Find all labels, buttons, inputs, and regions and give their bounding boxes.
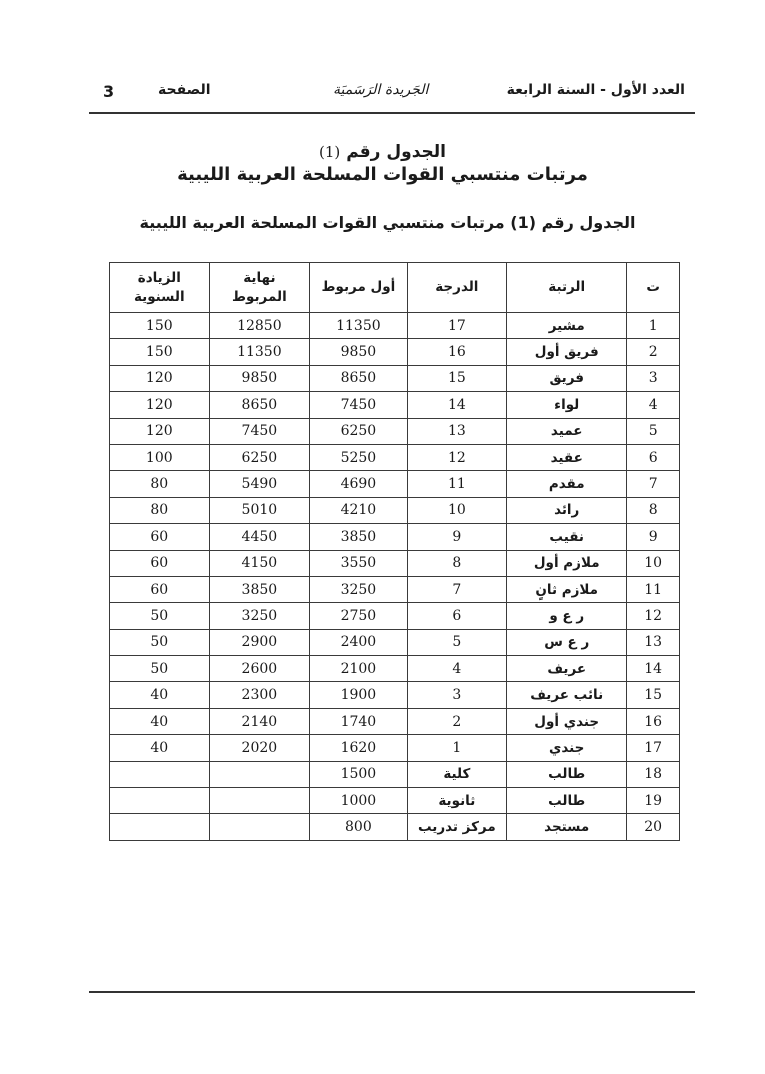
cell-first-salary: 1500 [310,761,407,787]
cell-serial: 13 [627,629,680,655]
cell-last-salary: 3250 [209,603,310,629]
header-annual-increase [110,263,210,313]
cell-first-salary: 1000 [310,788,407,814]
cell-last-salary: 4450 [209,524,310,550]
cell-rank: ر ع س [507,629,627,655]
cell-first-salary: 2400 [310,629,407,655]
cell-first-salary: 11350 [310,313,407,339]
cell-annual-increase: 120 [110,418,210,444]
footer-rule [89,991,695,993]
cell-last-salary: 5010 [209,497,310,523]
cell-last-salary: 2900 [209,629,310,655]
cell-serial: 17 [627,735,680,761]
issue-info: العدد الأول - السنة الرابعة [506,82,685,98]
cell-serial: 3 [627,365,680,391]
cell-serial: 11 [627,576,680,602]
table-row [110,735,680,761]
salary-table [109,262,680,841]
cell-rank: رائد [507,497,627,523]
table-row [110,444,680,470]
gazette-name: الجَريدة الرَسَميَة [333,82,429,98]
cell-grade: 13 [407,418,506,444]
cell-rank: لواء [507,392,627,418]
cell-last-salary [209,788,310,814]
table-title-text: الجدول رقم [346,142,446,162]
cell-annual-increase: 120 [110,392,210,418]
cell-annual-increase: 40 [110,682,210,708]
cell-last-salary: 2300 [209,682,310,708]
table-row [110,603,680,629]
cell-annual-increase: 150 [110,313,210,339]
cell-annual-increase: 40 [110,708,210,734]
cell-rank: نائب عريف [507,682,627,708]
header-last-salary-line1: نهاية [243,269,276,286]
table-row [110,497,680,523]
cell-first-salary: 3250 [310,576,407,602]
cell-annual-increase: 60 [110,524,210,550]
cell-last-salary: 11350 [209,339,310,365]
header-grade: الدرجة [407,263,506,313]
cell-rank: طالب [507,788,627,814]
table-row [110,392,680,418]
cell-annual-increase: 60 [110,576,210,602]
cell-serial: 16 [627,708,680,734]
cell-serial: 1 [627,313,680,339]
table-subtitle: مرتبات منتسبي القوات المسلحة العربية الليبية [177,164,588,185]
cell-grade: 4 [407,656,506,682]
cell-grade: 8 [407,550,506,576]
cell-last-salary: 2600 [209,656,310,682]
cell-grade: 12 [407,444,506,470]
cell-rank: ملازم ثانٍ [507,576,627,602]
cell-last-salary: 9850 [209,365,310,391]
cell-rank: عقيد [507,444,627,470]
header-annual-increase-line1: الزيادة [137,269,181,286]
cell-rank: ر ع و [507,603,627,629]
cell-serial: 7 [627,471,680,497]
cell-annual-increase: 120 [110,365,210,391]
cell-rank: نقيب [507,524,627,550]
cell-first-salary: 1620 [310,735,407,761]
cell-annual-increase: 50 [110,629,210,655]
cell-grade: 16 [407,339,506,365]
cell-first-salary: 7450 [310,392,407,418]
table-row [110,629,680,655]
table-caption: الجدول رقم (1) مرتبات منتسبي القوات المسلحة العربية الليبية [139,213,636,232]
cell-annual-increase: 80 [110,497,210,523]
cell-first-salary: 4210 [310,497,407,523]
cell-rank: مشير [507,313,627,339]
cell-rank: مقدم [507,471,627,497]
cell-annual-increase: 60 [110,550,210,576]
cell-grade: 15 [407,365,506,391]
cell-annual-increase [110,788,210,814]
cell-grade: ثانوية [407,788,506,814]
cell-last-salary: 4150 [209,550,310,576]
cell-grade: 17 [407,313,506,339]
cell-last-salary: 5490 [209,471,310,497]
cell-grade: 11 [407,471,506,497]
cell-serial: 9 [627,524,680,550]
cell-serial: 15 [627,682,680,708]
cell-annual-increase [110,761,210,787]
cell-grade: 5 [407,629,506,655]
cell-grade: 7 [407,576,506,602]
cell-rank: ملازم أول [507,550,627,576]
cell-last-salary: 8650 [209,392,310,418]
page-number: 3 [103,82,115,101]
table-row [110,682,680,708]
cell-grade: 10 [407,497,506,523]
cell-last-salary: 2140 [209,708,310,734]
table-row [110,339,680,365]
cell-grade: مركز تدريب [407,814,506,840]
table-row [110,656,680,682]
page-label: الصفحة [158,82,211,98]
cell-last-salary: 7450 [209,418,310,444]
cell-serial: 14 [627,656,680,682]
cell-first-salary: 1900 [310,682,407,708]
cell-last-salary: 3850 [209,576,310,602]
cell-last-salary: 2020 [209,735,310,761]
table-row [110,788,680,814]
table-row [110,550,680,576]
cell-serial: 5 [627,418,680,444]
table-row [110,418,680,444]
table-row [110,814,680,840]
cell-grade: 14 [407,392,506,418]
cell-serial: 10 [627,550,680,576]
cell-serial: 19 [627,788,680,814]
table-row [110,365,680,391]
cell-last-salary: 6250 [209,444,310,470]
cell-serial: 18 [627,761,680,787]
cell-first-salary: 3550 [310,550,407,576]
cell-rank: عميد [507,418,627,444]
header-first-salary: أول مربوط [310,263,407,313]
table-row [110,576,680,602]
cell-first-salary: 3850 [310,524,407,550]
table-row [110,524,680,550]
cell-serial: 6 [627,444,680,470]
cell-first-salary: 9850 [310,339,407,365]
cell-annual-increase: 50 [110,603,210,629]
cell-rank: جندي أول [507,708,627,734]
table-title [0,142,765,162]
cell-serial: 8 [627,497,680,523]
cell-rank: فريق [507,365,627,391]
cell-rank: طالب [507,761,627,787]
table-title-number: (1) [319,143,341,161]
cell-first-salary: 6250 [310,418,407,444]
cell-serial: 12 [627,603,680,629]
cell-grade: 9 [407,524,506,550]
cell-serial: 4 [627,392,680,418]
header-serial: ت [627,263,680,313]
cell-annual-increase: 50 [110,656,210,682]
cell-first-salary: 2100 [310,656,407,682]
cell-annual-increase [110,814,210,840]
cell-first-salary: 2750 [310,603,407,629]
cell-first-salary: 1740 [310,708,407,734]
cell-rank: عريف [507,656,627,682]
cell-rank: مستجد [507,814,627,840]
cell-grade: 2 [407,708,506,734]
table-header-row [110,263,680,313]
cell-rank: جندي [507,735,627,761]
cell-annual-increase: 40 [110,735,210,761]
cell-first-salary: 4690 [310,471,407,497]
cell-serial: 2 [627,339,680,365]
cell-last-salary: 12850 [209,313,310,339]
header-rank: الرتبة [507,263,627,313]
cell-last-salary [209,761,310,787]
table-row [110,708,680,734]
cell-annual-increase: 150 [110,339,210,365]
cell-last-salary [209,814,310,840]
cell-rank: فريق أول [507,339,627,365]
table-row [110,761,680,787]
cell-first-salary: 8650 [310,365,407,391]
cell-first-salary: 5250 [310,444,407,470]
table-row [110,471,680,497]
cell-grade: 3 [407,682,506,708]
cell-first-salary: 800 [310,814,407,840]
header-annual-increase-line2: السنوية [133,288,185,305]
cell-grade: 6 [407,603,506,629]
table-row [110,313,680,339]
header-rule [89,112,695,114]
header-last-salary-line2: المربوط [232,288,287,305]
cell-serial: 20 [627,814,680,840]
cell-annual-increase: 100 [110,444,210,470]
header-last-salary [209,263,310,313]
cell-grade: 1 [407,735,506,761]
cell-annual-increase: 80 [110,471,210,497]
cell-grade: كلية [407,761,506,787]
